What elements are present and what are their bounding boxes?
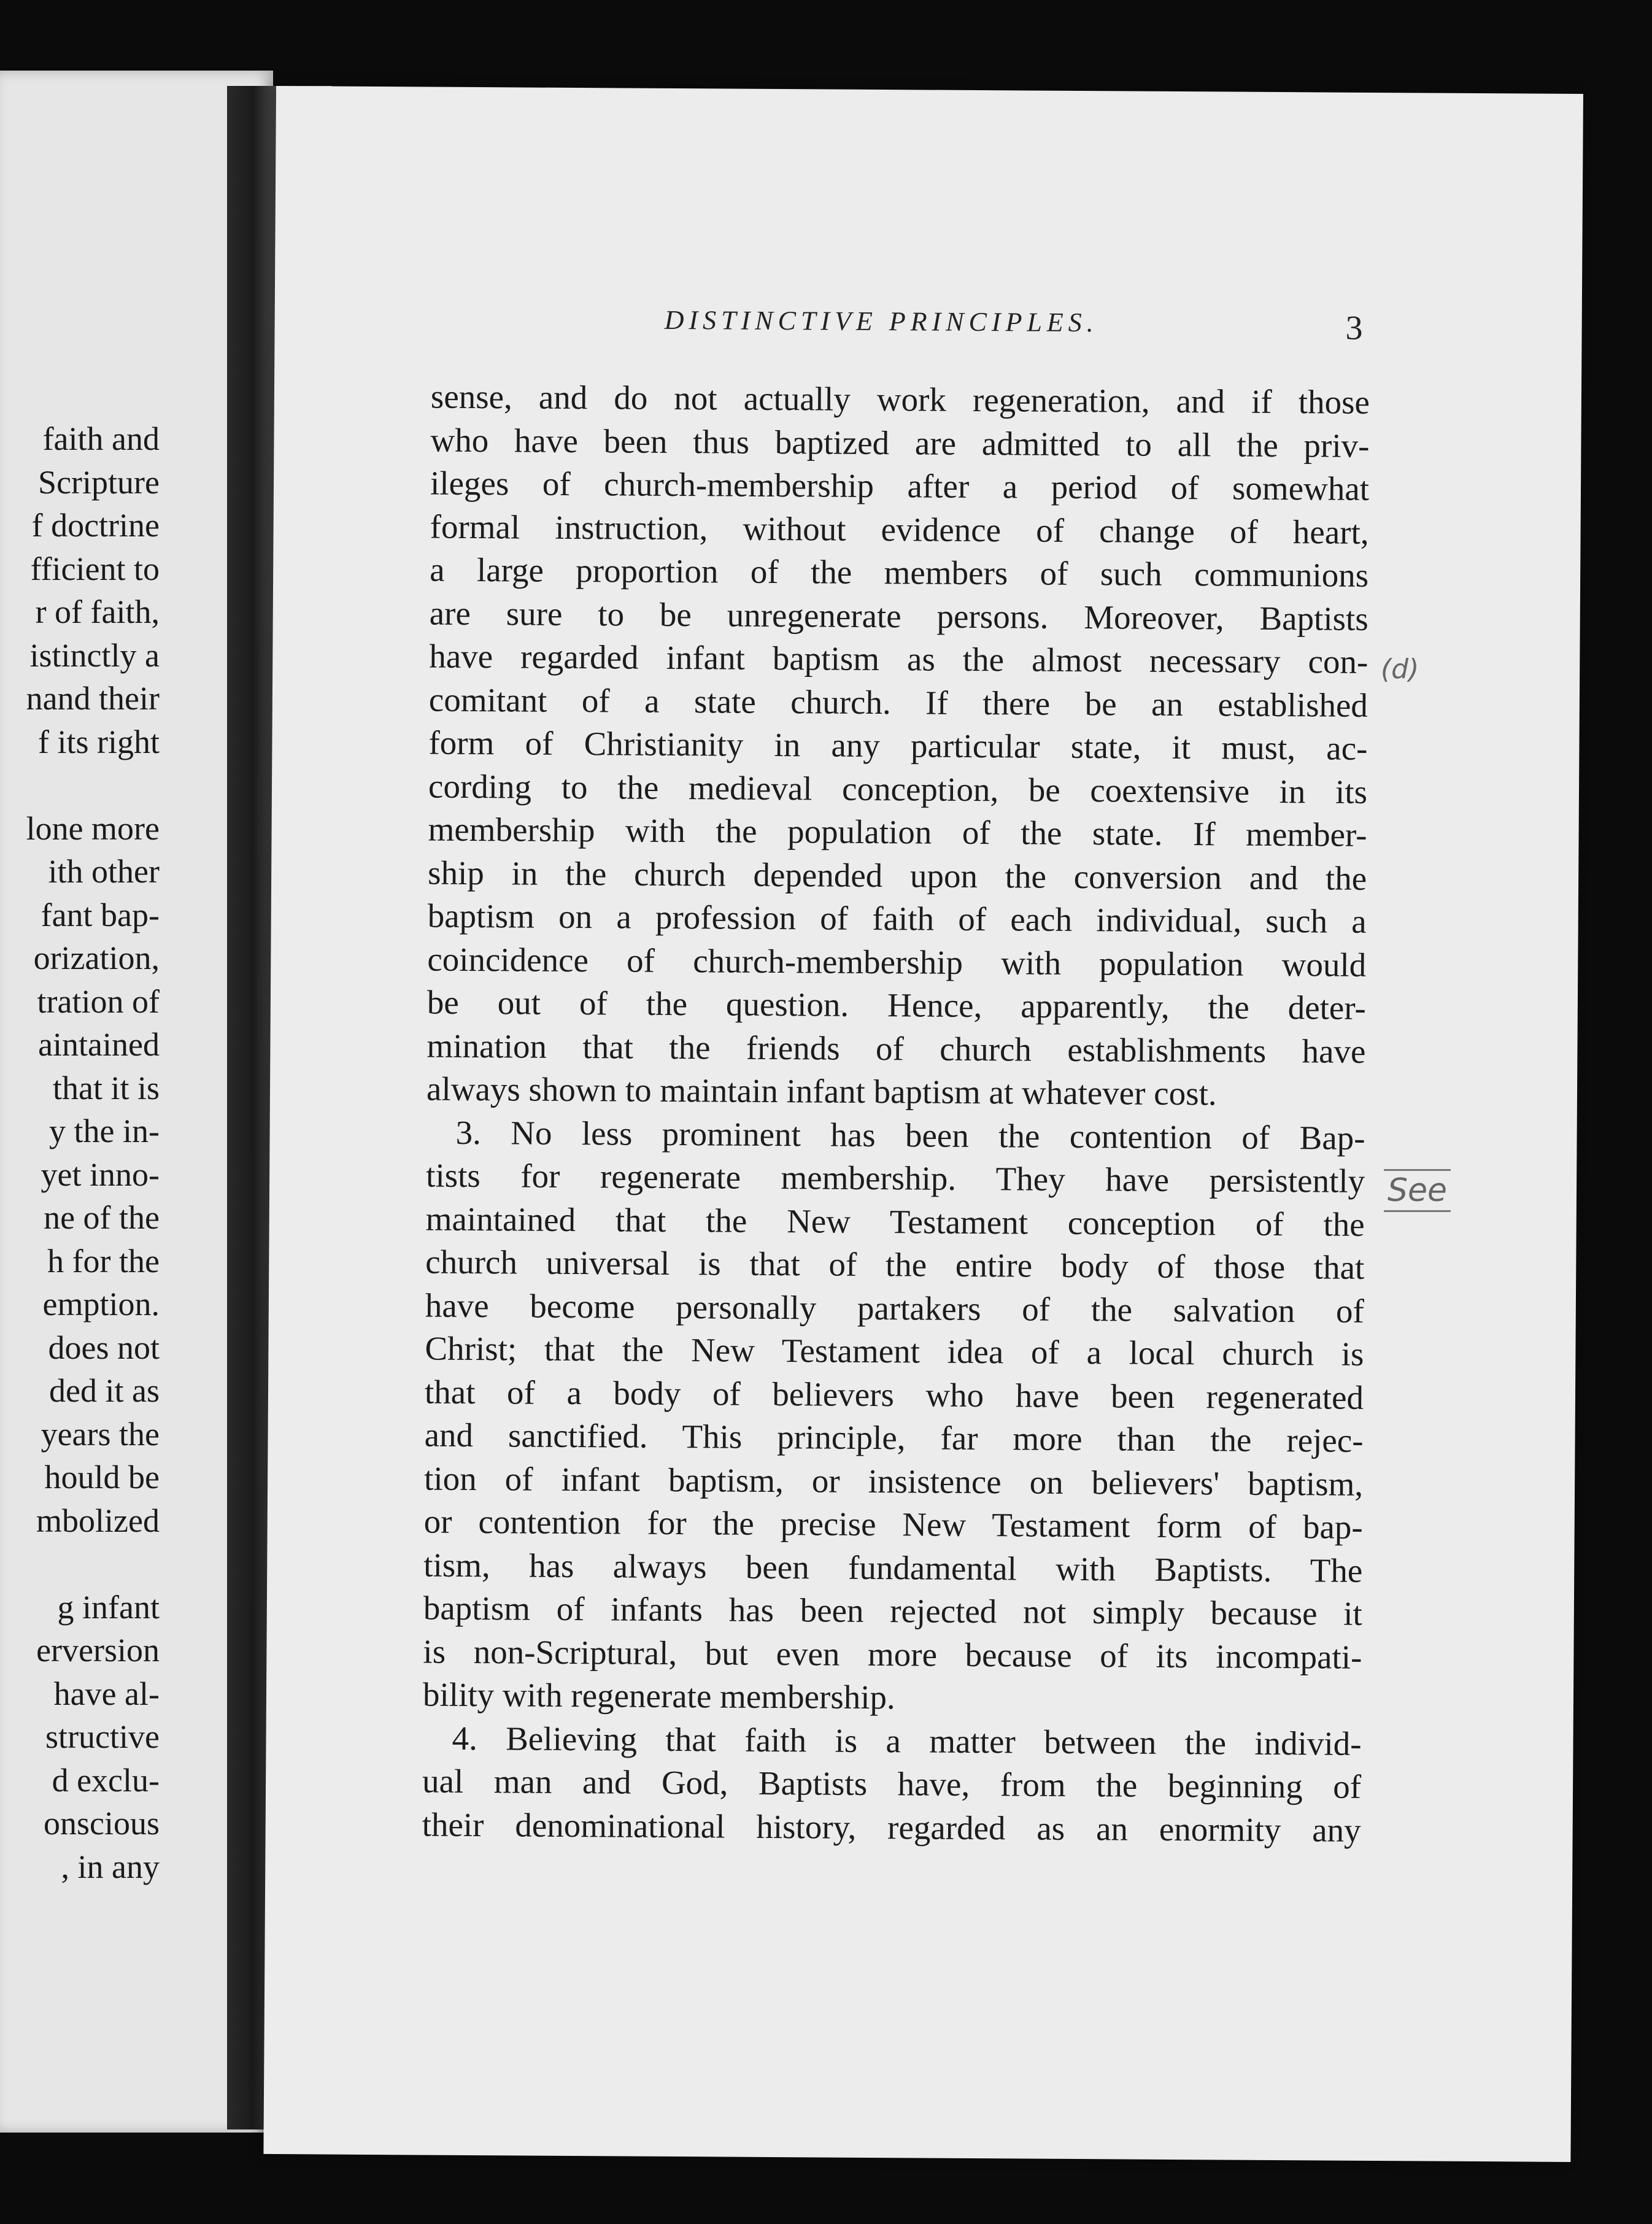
text-line: be out of the question. Hence, apparently, the deter-: [427, 983, 1367, 1027]
text-line: bility with regenerate membership.: [422, 1675, 895, 1716]
left-page-line: tration of: [37, 983, 160, 1020]
left-page-line: mbolized: [36, 1502, 160, 1539]
left-page-line: ne of the: [44, 1199, 160, 1236]
text-line: 4. Believing that faith is a matter between the individ-: [452, 1719, 1362, 1763]
text-line: 3. No less prominent has been the contention of Bap-: [455, 1113, 1365, 1157]
page-number: 3: [1345, 309, 1363, 347]
text-line: comitant of a state church. If there be an established: [428, 681, 1368, 724]
left-page-line: yet inno-: [41, 1156, 160, 1193]
left-page-line: fant bap-: [41, 896, 160, 933]
text-line: baptism on a profession of faith of each individual, such a: [427, 897, 1367, 940]
left-page-text-column: [0, 417, 160, 1888]
text-line: or contention for the precise New Testament form of bap-: [423, 1502, 1363, 1546]
right-page: [263, 86, 1583, 2162]
left-page-line: istinctly a: [29, 636, 160, 674]
text-line: membership with the population of the state. If member-: [428, 810, 1367, 854]
text-line: a large proportion of the members of such communions: [430, 550, 1369, 594]
left-page-line: does not: [48, 1329, 160, 1366]
text-line: and sanctified. This principle, far more than the rejec-: [424, 1416, 1364, 1459]
text-line: who have been thus baptized are admitted to all the priv-: [430, 421, 1370, 465]
left-page-line: emption.: [42, 1286, 160, 1322]
text-line: coincidence of church-membership with population would: [427, 940, 1367, 984]
left-page-line: faith and: [42, 420, 160, 457]
text-line: tism, has always been fundamental with Baptists. The: [423, 1546, 1363, 1589]
text-line: ileges of church-membership after a period of somewhat: [430, 464, 1370, 508]
left-page-line: hould be: [44, 1459, 160, 1496]
running-head: DISTINCTIVE PRINCIPLES.: [664, 304, 1098, 338]
left-page-line: , in any: [61, 1848, 160, 1885]
text-line: have regarded infant baptism as the almost necessary con-: [429, 637, 1368, 681]
left-page-line: g infant: [57, 1588, 160, 1626]
left-page-line: structive: [45, 1718, 160, 1755]
left-page-line: that it is: [53, 1069, 160, 1106]
text-line: Christ; that the New Testament idea of a local church is: [425, 1329, 1364, 1373]
text-line: that of a body of believers who have been regenerated: [424, 1373, 1364, 1416]
left-page-line: d exclu-: [52, 1761, 160, 1799]
left-page-line: nand their: [26, 680, 160, 717]
left-page-line: f doctrine: [31, 507, 160, 544]
left-page-line: ded it as: [49, 1372, 160, 1409]
text-line: tists for regenerate membership. They have persistently: [425, 1156, 1365, 1200]
left-page-line: Scripture: [38, 463, 160, 501]
left-page-line: orization,: [33, 940, 160, 976]
text-line: always shown to maintain infant baptism at whatever cost.: [426, 1070, 1217, 1113]
text-line: tion of infant baptism, or insistence on believers' baptism,: [423, 1459, 1364, 1503]
text-line: sense, and do not actually work regeneration, and if those: [430, 377, 1370, 421]
body-text: [422, 376, 1370, 1852]
text-line: their denominational history, regarded as an enormity any: [422, 1805, 1361, 1849]
left-page-line: years the: [41, 1415, 160, 1453]
text-line: church universal is that of the entire body of those that: [425, 1243, 1365, 1286]
left-page-line: r of faith,: [35, 593, 160, 630]
text-line: are sure to be unregenerate persons. Moreover, Baptists: [429, 594, 1368, 638]
left-page-line: y the in-: [49, 1113, 160, 1149]
left-page-line: [0, 763, 160, 807]
left-page-line: erversion: [36, 1632, 160, 1669]
left-page-line: [0, 1542, 160, 1586]
left-page-line: ith other: [48, 853, 160, 890]
left-page-line: aintained: [38, 1026, 160, 1063]
text-line: is non-Scriptural, but even more because of its incompati-: [423, 1632, 1362, 1676]
text-line: formal instruction, without evidence of change of heart,: [430, 508, 1369, 551]
text-line: baptism of infants has been rejected not simply because it: [423, 1589, 1363, 1632]
text-line: maintained that the New Testament conception of the: [425, 1200, 1365, 1243]
left-page-line: lone more: [26, 809, 160, 847]
left-page-line: onscious: [44, 1805, 160, 1842]
left-page-line: have al-: [53, 1675, 160, 1712]
text-line: ship in the church depended upon the conversion and the: [427, 854, 1367, 897]
text-line: form of Christianity in any particular state, it must, ac-: [428, 724, 1368, 767]
text-line: ual man and God, Baptists have, from the beginning of: [422, 1762, 1362, 1805]
text-line: have become personally partakers of the salvation of: [425, 1286, 1365, 1330]
margin-note-d: (d): [1381, 654, 1419, 685]
margin-note-see: See: [1384, 1169, 1451, 1212]
left-page-line: h for the: [47, 1242, 160, 1280]
text-line: cording to the medieval conception, be coextensive in its: [428, 767, 1368, 811]
text-line: mination that the friends of church establishments have: [427, 1027, 1366, 1070]
left-page-line: f its right: [38, 723, 160, 760]
left-page-line: fficient to: [30, 550, 160, 587]
